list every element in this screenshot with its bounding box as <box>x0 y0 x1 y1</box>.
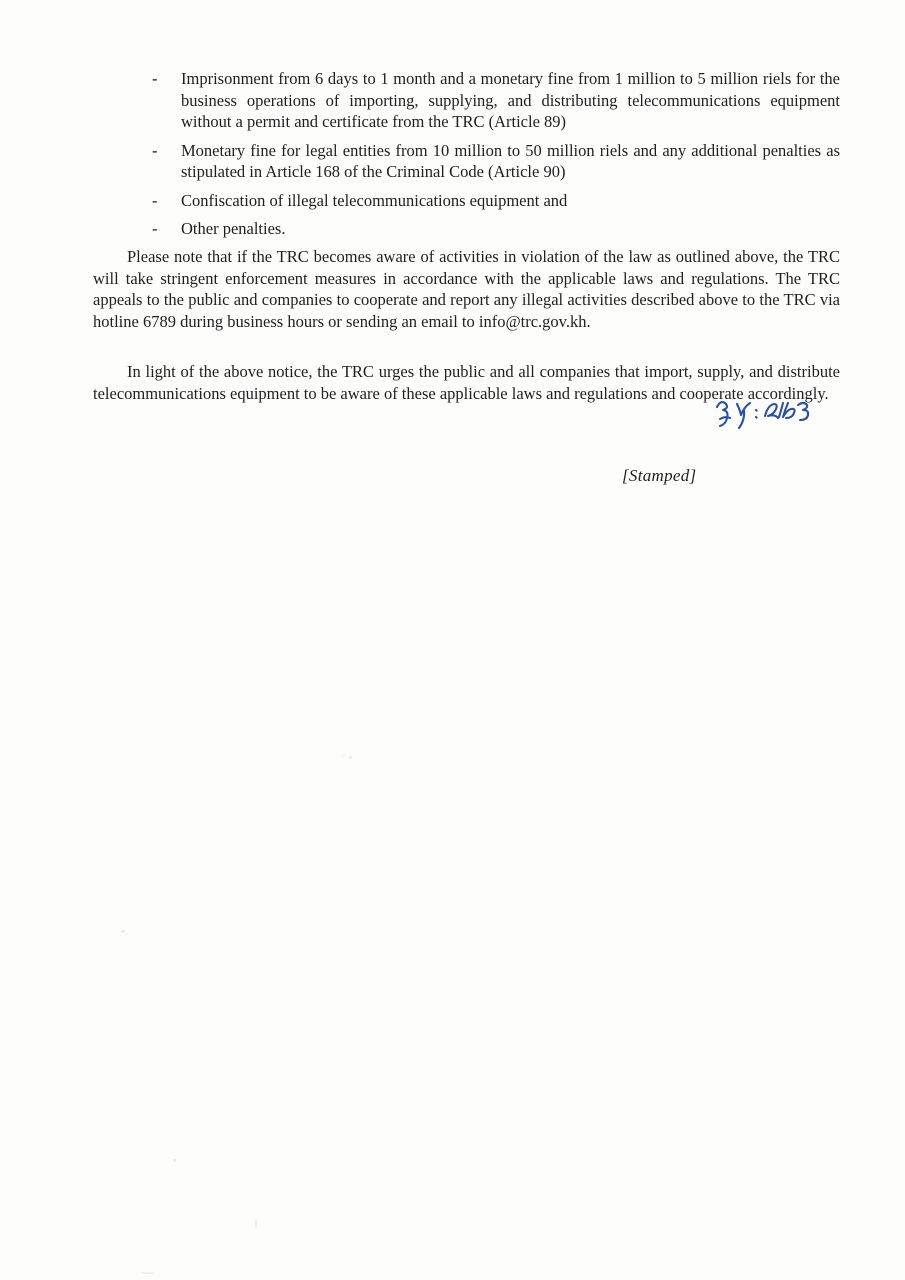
scan-speck <box>140 1272 154 1274</box>
scan-speck <box>255 1218 257 1228</box>
handwritten-initials-ink <box>710 395 810 433</box>
stamped-annotation: [Stamped] <box>622 466 697 485</box>
paragraph-enforcement-notice: Please note that if the TRC becomes aware of activities in violation of the law as outlined above, the TRC will take stringent enforcement measures in accordance with the applicable laws and regulations. The TRC appeals to the public and companies to cooperate and report any illegal activities described above to the TRC via hotline 6789 during business hours or sending an email to info@trc.gov.kh. <box>93 247 840 331</box>
scan-speck <box>121 930 125 933</box>
scan-speck <box>173 1159 176 1162</box>
bullet-dash: - <box>152 190 158 210</box>
bullet-text: Monetary fine for legal entities from 10 million to 50 million riels and any additional penalties as stipulated in Article 168 of the Criminal Code (Article 90) <box>181 140 840 181</box>
bullet-dash: - <box>152 69 158 88</box>
bullet-dash: - <box>152 140 158 160</box>
bullet-text: Confiscation of illegal telecommunications equipment and <box>181 190 568 210</box>
scan-speck <box>349 756 352 759</box>
bullet-item-other-penalties <box>93 218 840 240</box>
bullet-item-confiscation <box>93 190 840 212</box>
penalties-bullet-list <box>93 68 840 247</box>
bullet-dash: - <box>152 219 158 238</box>
bullet-item-imprisonment <box>93 68 840 133</box>
paragraph-closing-urge: In light of the above notice, the TRC urges the public and all companies that import, supply, and distribute telecommunications equipment to be aware of these applicable laws and regulations and cooperate accordingly. <box>93 362 840 403</box>
bullet-item-monetary-fine <box>93 140 840 183</box>
bullet-text: Imprisonment from 6 days to 1 month and a monetary fine from 1 million to 5 million riels for the business operations of importing, supplying, and distributing telecommunications equipment without a permit and certificate from the TRC (Article 89) <box>181 69 840 131</box>
bullet-text: Other penalties. <box>181 219 286 238</box>
